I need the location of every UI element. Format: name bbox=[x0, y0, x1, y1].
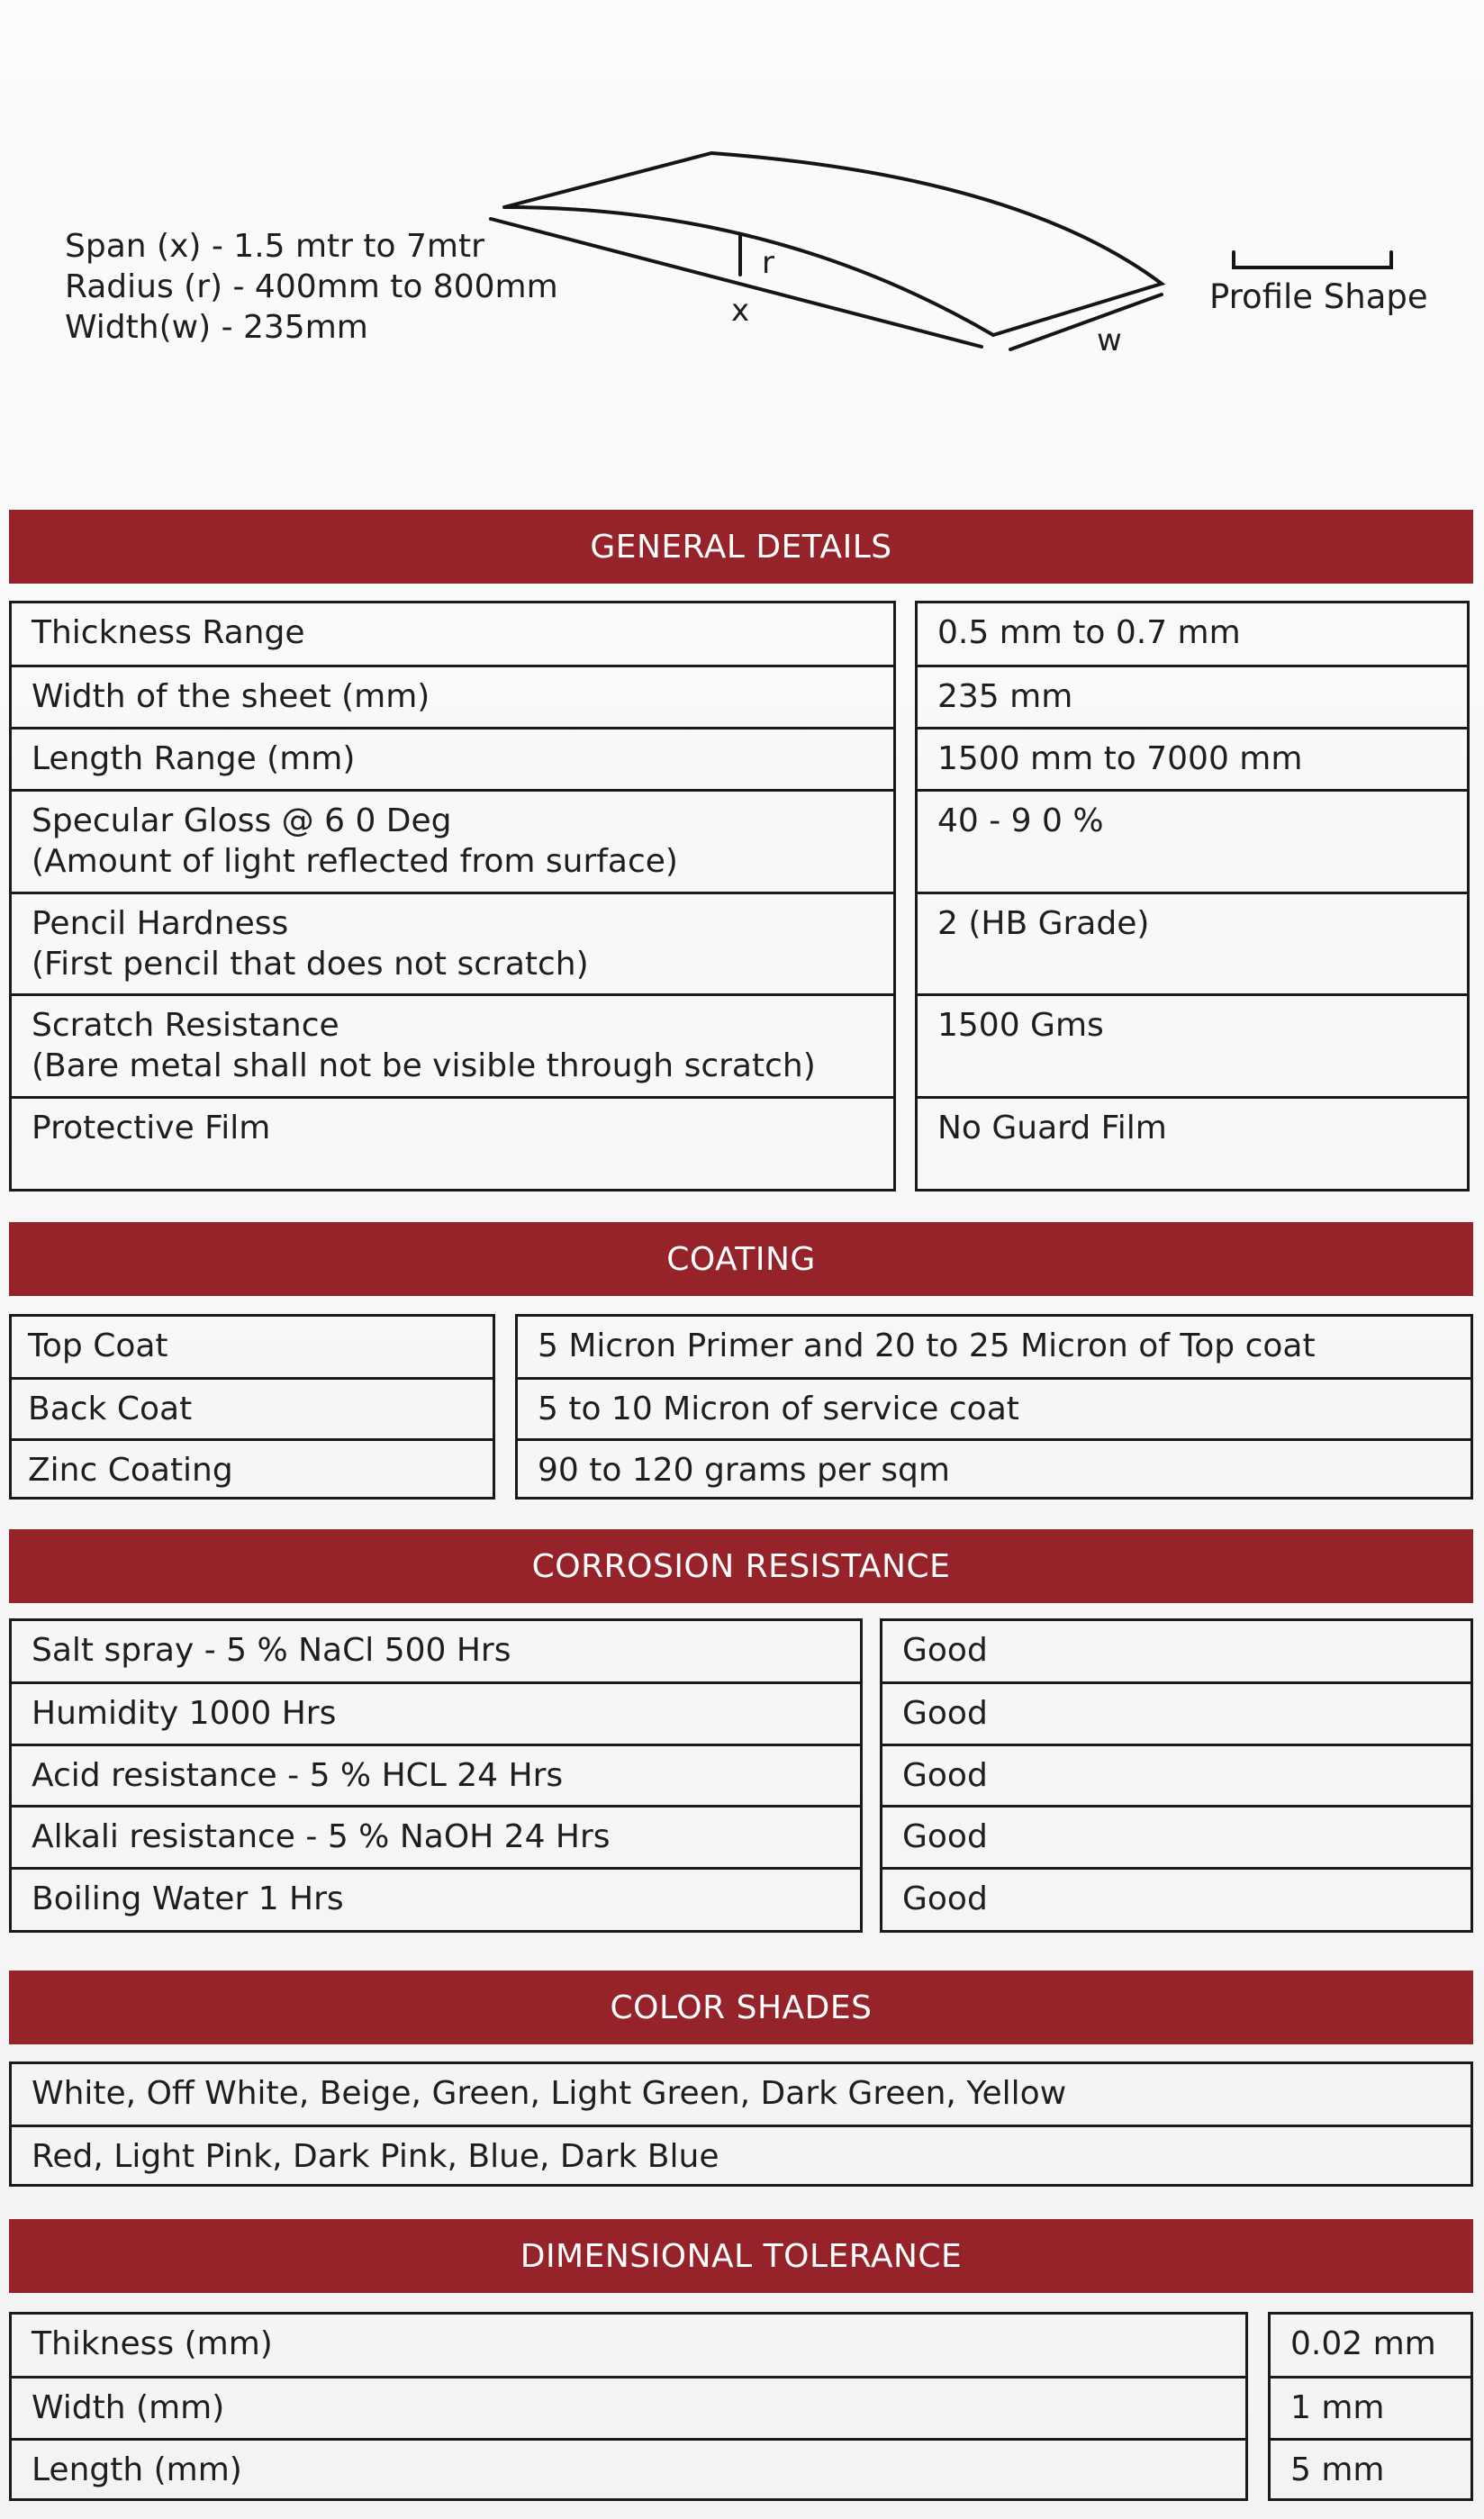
corrosion-value-column bbox=[880, 1618, 1473, 1933]
general-label-column bbox=[9, 601, 896, 1192]
general-details-heading: GENERAL DETAILS bbox=[9, 510, 1473, 584]
corrosion-label: Salt spray - 5 % NaCl 500 Hrs bbox=[32, 1632, 511, 1669]
general-value: 235 mm bbox=[937, 678, 1073, 715]
radius-label-r: r bbox=[762, 245, 774, 281]
corrosion-value: Good bbox=[902, 1818, 988, 1855]
corrosion-label: Humidity 1000 Hrs bbox=[32, 1695, 337, 1732]
table-row bbox=[882, 1621, 1470, 1684]
general-label: Protective Film bbox=[32, 1110, 271, 1146]
coating-value: 5 Micron Primer and 20 to 25 Micron of Top coat bbox=[538, 1327, 1316, 1364]
table-row bbox=[12, 1681, 860, 1745]
table-row bbox=[518, 1377, 1470, 1440]
table-row bbox=[518, 1317, 1470, 1380]
table-row bbox=[12, 603, 893, 667]
general-value: 0.5 mm to 0.7 mm bbox=[937, 614, 1241, 651]
table-row bbox=[12, 1744, 860, 1808]
table-row bbox=[12, 1377, 493, 1440]
tolerance-label: Length (mm) bbox=[32, 2451, 242, 2488]
coating-value: 90 to 120 grams per sqm bbox=[538, 1452, 950, 1489]
curved-sheet-diagram bbox=[0, 0, 1484, 432]
corrosion-label: Acid resistance - 5 % HCL 24 Hrs bbox=[32, 1757, 564, 1794]
color-shades-line: Red, Light Pink, Dark Pink, Blue, Dark Blue bbox=[32, 2138, 719, 2175]
span-spec: Span (x) - 1.5 mtr to 7mtr bbox=[65, 228, 484, 265]
general-label: Scratch Resistance (Bare metal shall not be visible through scratch) bbox=[32, 1007, 816, 1084]
corrosion-value: Good bbox=[902, 1695, 988, 1732]
general-value: 40 - 9 0 % bbox=[937, 802, 1104, 839]
tolerance-label: Width (mm) bbox=[32, 2389, 225, 2426]
general-value-column bbox=[915, 601, 1470, 1192]
general-value: 1500 mm to 7000 mm bbox=[937, 740, 1303, 777]
table-row bbox=[1271, 2315, 1470, 2379]
table-row bbox=[918, 892, 1467, 996]
table-row bbox=[918, 603, 1467, 667]
tolerance-value-column bbox=[1268, 2312, 1473, 2501]
table-row bbox=[882, 1744, 1470, 1808]
tolerance-value: 5 mm bbox=[1290, 2451, 1385, 2488]
general-label: Specular Gloss @ 6 0 Deg (Amount of light reflected from surface) bbox=[32, 802, 678, 880]
dimensional-tolerance-heading: DIMENSIONAL TOLERANCE bbox=[9, 2219, 1473, 2293]
tolerance-label-column bbox=[9, 2312, 1248, 2501]
corrosion-label: Boiling Water 1 Hrs bbox=[32, 1880, 344, 1917]
coating-label: Zinc Coating bbox=[28, 1452, 233, 1489]
coating-label-column bbox=[9, 1314, 495, 1500]
table-row bbox=[12, 1317, 493, 1380]
radius-spec: Radius (r) - 400mm to 800mm bbox=[65, 268, 558, 305]
table-row bbox=[12, 2376, 1245, 2440]
coating-value: 5 to 10 Micron of service coat bbox=[538, 1391, 1019, 1427]
coating-value-column bbox=[515, 1314, 1473, 1500]
table-row bbox=[12, 1805, 860, 1869]
coating-heading: COATING bbox=[9, 1222, 1473, 1296]
table-row bbox=[882, 1805, 1470, 1869]
table-row bbox=[12, 2315, 1245, 2379]
tolerance-label: Thikness (mm) bbox=[32, 2325, 273, 2362]
general-label: Pencil Hardness (First pencil that does not scratch) bbox=[32, 905, 589, 983]
color-shades-heading: COLOR SHADES bbox=[9, 1971, 1473, 2044]
table-row bbox=[12, 892, 893, 996]
table-row bbox=[882, 1867, 1470, 1930]
general-value: 2 (HB Grade) bbox=[937, 905, 1150, 942]
table-row bbox=[918, 789, 1467, 893]
table-row bbox=[918, 727, 1467, 791]
table-row bbox=[12, 789, 893, 893]
table-row bbox=[12, 2125, 1470, 2187]
corrosion-label: Alkali resistance - 5 % NaOH 24 Hrs bbox=[32, 1818, 611, 1855]
table-row bbox=[12, 2064, 1470, 2127]
corrosion-resistance-heading: CORROSION RESISTANCE bbox=[9, 1529, 1473, 1603]
table-row bbox=[12, 993, 893, 1098]
corrosion-value: Good bbox=[902, 1880, 988, 1917]
general-label: Length Range (mm) bbox=[32, 740, 356, 777]
general-value: No Guard Film bbox=[937, 1110, 1167, 1146]
table-row bbox=[12, 1438, 493, 1500]
general-label: Width of the sheet (mm) bbox=[32, 678, 430, 715]
table-row bbox=[12, 2438, 1245, 2501]
corrosion-value: Good bbox=[902, 1757, 988, 1794]
table-row bbox=[518, 1438, 1470, 1500]
tolerance-value: 0.02 mm bbox=[1290, 2325, 1436, 2362]
table-row bbox=[918, 993, 1467, 1098]
table-row bbox=[1271, 2438, 1470, 2501]
general-value: 1500 Gms bbox=[937, 1007, 1104, 1044]
table-row bbox=[12, 665, 893, 729]
table-row bbox=[12, 1096, 893, 1192]
table-row bbox=[12, 1867, 860, 1930]
coating-label: Back Coat bbox=[28, 1391, 193, 1427]
tolerance-value: 1 mm bbox=[1290, 2389, 1385, 2426]
table-row bbox=[918, 665, 1467, 729]
width-label-w: w bbox=[1097, 322, 1122, 358]
color-shades-table bbox=[9, 2061, 1473, 2187]
profile-shape-label: Profile Shape bbox=[1209, 277, 1428, 316]
general-label: Thickness Range bbox=[32, 614, 305, 651]
table-row bbox=[12, 1621, 860, 1684]
corrosion-value: Good bbox=[902, 1632, 988, 1669]
corrosion-label-column bbox=[9, 1618, 863, 1933]
table-row bbox=[12, 727, 893, 791]
span-label-x: x bbox=[731, 293, 750, 329]
color-shades-line: White, Off White, Beige, Green, Light Green, Dark Green, Yellow bbox=[32, 2075, 1067, 2112]
coating-label: Top Coat bbox=[28, 1327, 168, 1364]
table-row bbox=[918, 1096, 1467, 1192]
width-spec: Width(w) - 235mm bbox=[65, 309, 368, 346]
table-row bbox=[1271, 2376, 1470, 2440]
table-row bbox=[882, 1681, 1470, 1745]
